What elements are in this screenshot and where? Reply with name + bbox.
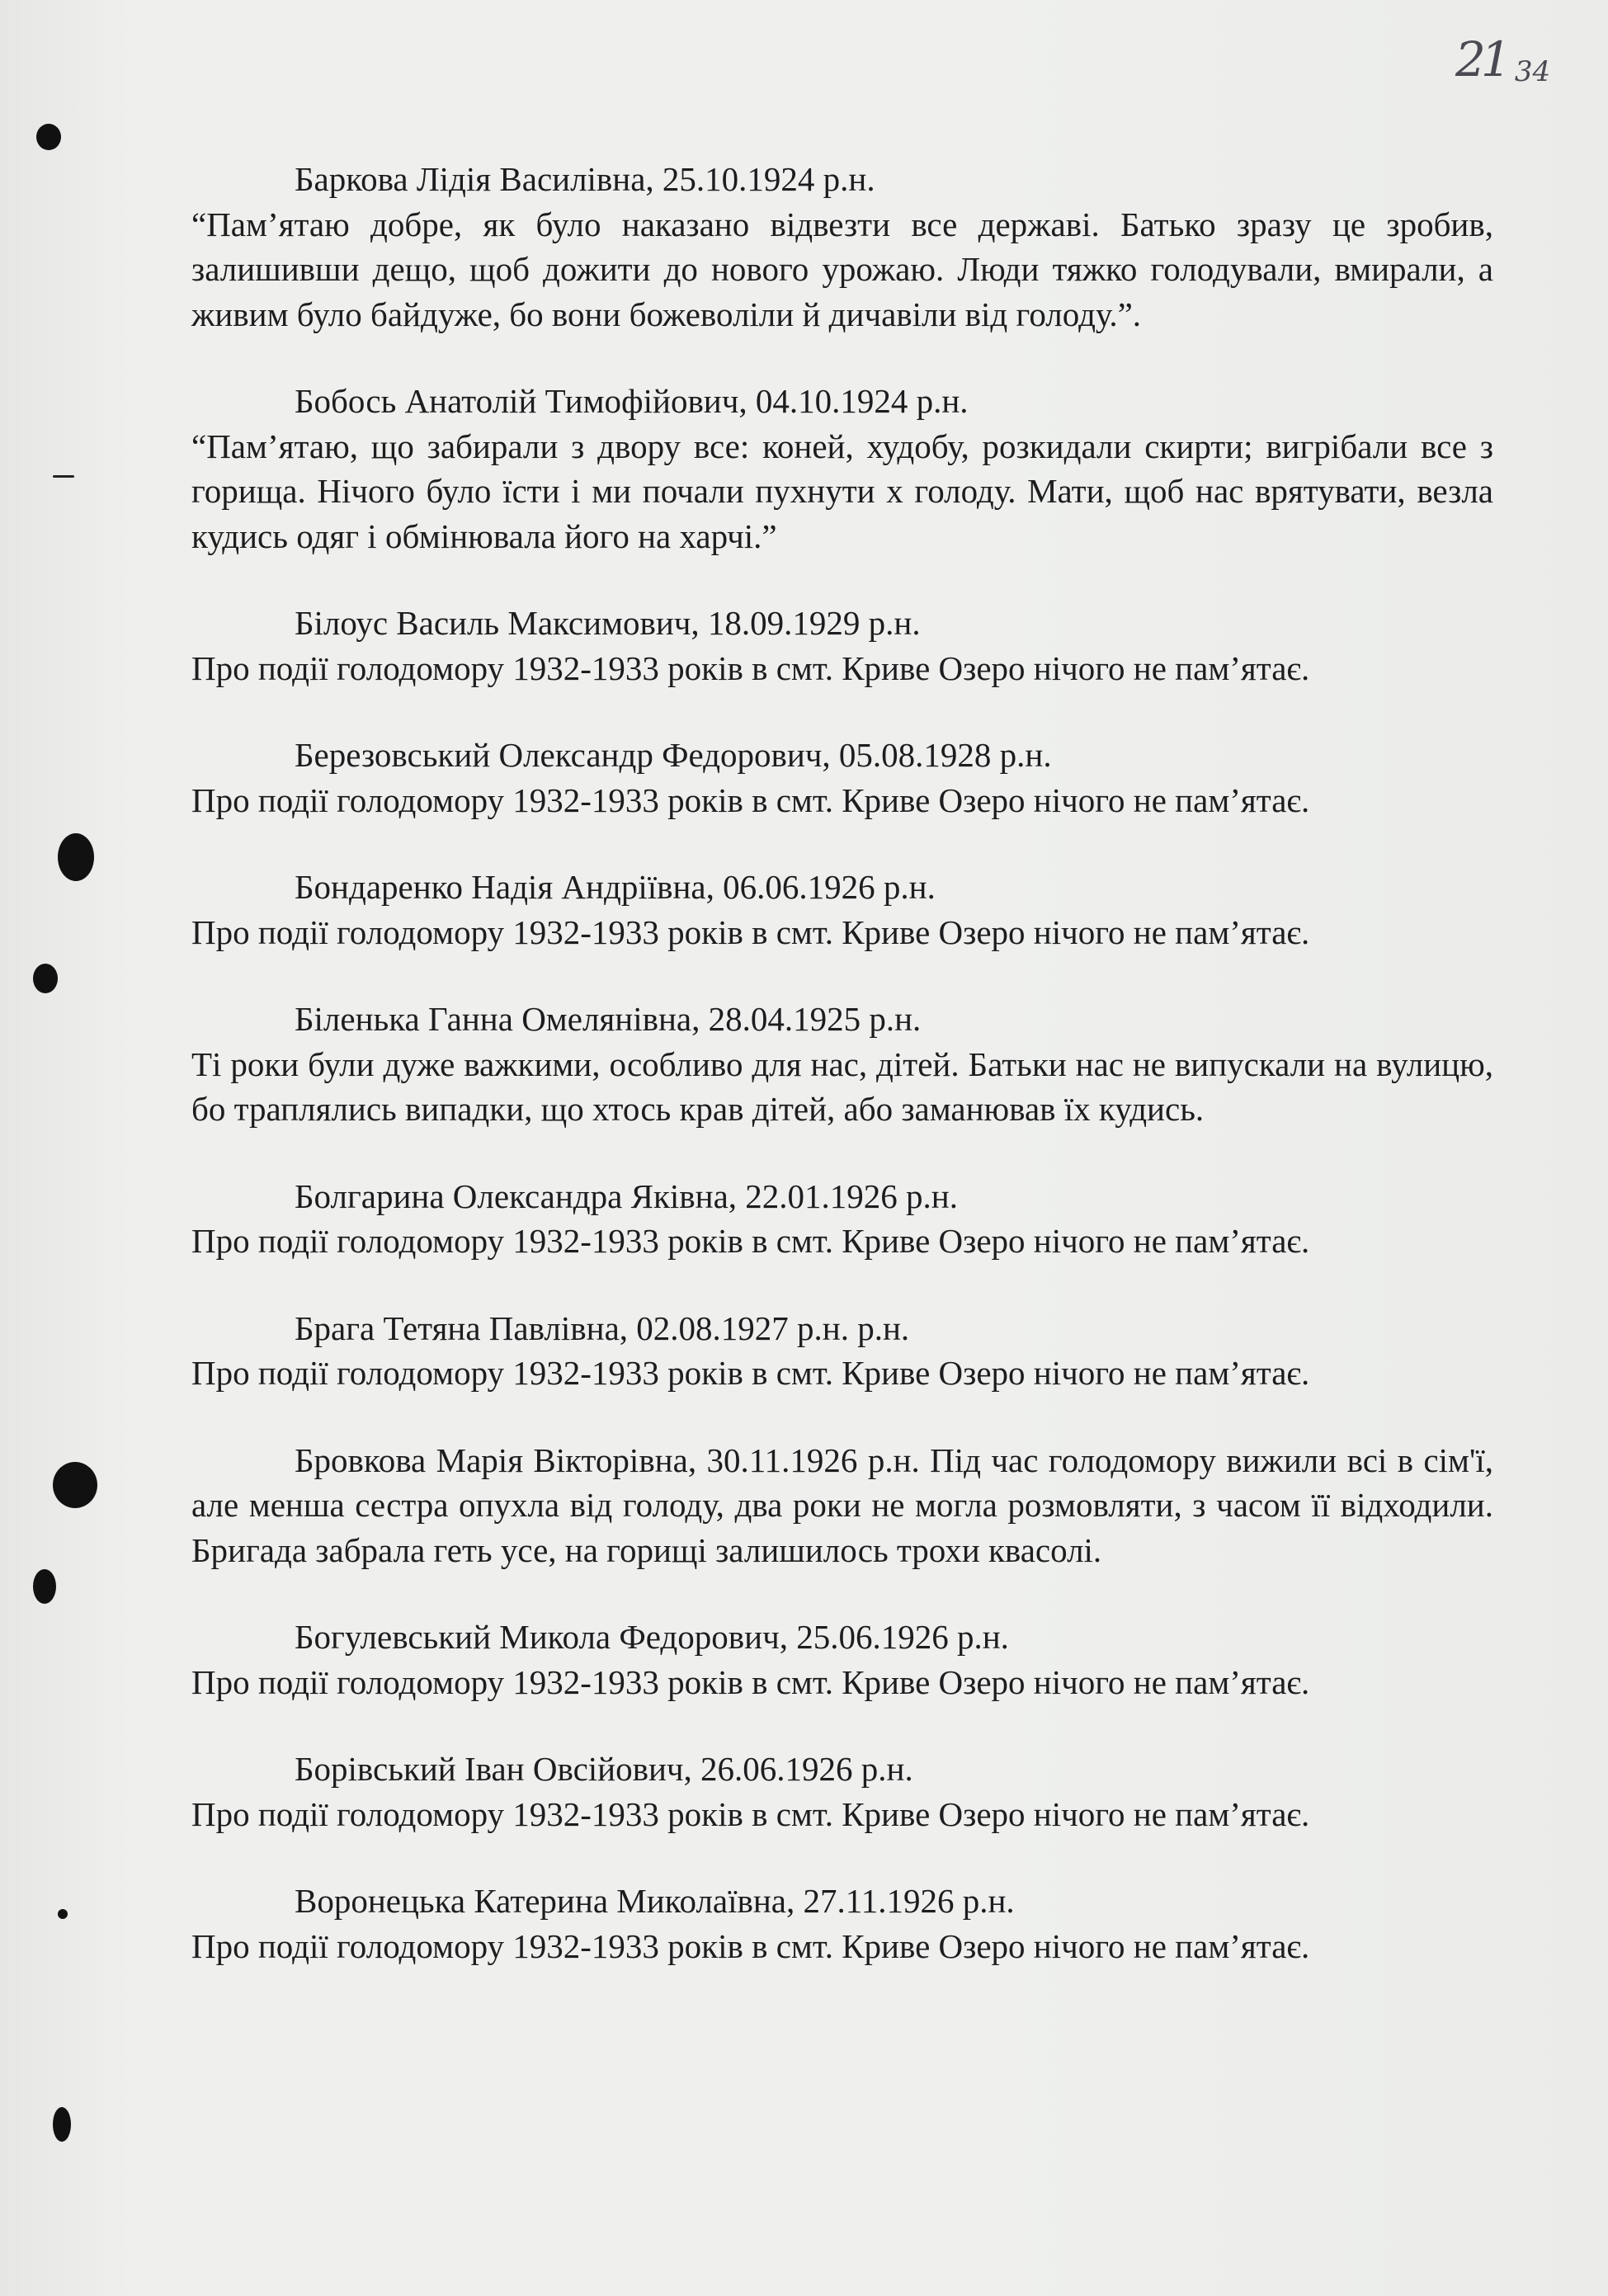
entry-header: Білоус Василь Максимович, 18.09.1929 р.н. — [295, 604, 921, 642]
testimony-entry — [191, 1174, 1493, 1264]
entry-header: Бобось Анатолій Тимофійович, 04.10.1924 р.н. — [295, 382, 969, 420]
testimony-entry — [191, 1747, 1493, 1836]
entry-body: Про події голодомору 1932-1933 років в смт. Криве Озеро нічого не пам’ятає. — [191, 1222, 1310, 1260]
entry-body: “Пам’ятаю добре, як було наказано відвезти все державі. Батько зразу це зробив, залишивши дещо, щоб дожити до нового урожаю. Люди тяжко голодували, вмирали, а живим було байдуже, бо вони божеволіли й дичавіли від голоду.”. — [191, 205, 1493, 333]
punch-hole — [33, 964, 58, 993]
entry-header: Воронецька Катерина Миколаївна, 27.11.1926 р.н. — [295, 1882, 1015, 1920]
entry-header: Біленька Ганна Омелянівна, 28.04.1925 р.н. — [295, 1000, 922, 1038]
testimony-entry — [191, 997, 1493, 1132]
page-number-main: 21 — [1455, 31, 1507, 87]
handwritten-page-number — [1455, 31, 1550, 88]
testimony-entry — [191, 1306, 1493, 1396]
margin-mark — [53, 475, 74, 478]
punch-hole — [53, 1462, 97, 1508]
punch-hole — [58, 1909, 68, 1919]
testimony-entry — [191, 379, 1493, 559]
entry-body: Про події голодомору 1932-1933 років в смт. Криве Озеро нічого не пам’ятає. — [191, 780, 1310, 819]
testimony-entry — [191, 1879, 1493, 1968]
entry-header: Богулевський Микола Федорович, 25.06.1926 р.н. — [295, 1618, 1009, 1656]
entry-body: Про події голодомору 1932-1933 років в смт. Криве Озеро нічого не пам’ятає. — [191, 1662, 1310, 1701]
entry-inline-text: Бровкова Марія Вікторівна, 30.11.1926 р.н. Під час голодомору вижили всі в сім'ї, але менша сестра опухла від голоду, два роки не могла розмовляти, з часом її відходили. Бригада забрала геть усе, на горищі залишилось трохи квасолі. — [191, 1440, 1493, 1569]
testimony-list — [191, 157, 1493, 1968]
page-number-sub: 34 — [1514, 55, 1551, 88]
testimony-entry — [191, 733, 1493, 823]
testimony-entry — [191, 157, 1493, 337]
punch-hole — [53, 2107, 71, 2142]
entry-body: Про події голодомору 1932-1933 років в смт. Криве Озеро нічого не пам’ятає. — [191, 1354, 1310, 1392]
punch-hole — [33, 1569, 56, 1604]
testimony-entry — [191, 865, 1493, 955]
testimony-entry — [191, 1615, 1493, 1704]
entry-header: Болгарина Олександра Яківна, 22.01.1926 р.н. — [295, 1176, 958, 1215]
entry-body: Ті роки були дуже важкими, особливо для нас, дітей. Батьки нас не випускали на вулицю, бо траплялись випадки, що хтось крав дітей, або заманював їх кудись. — [191, 1044, 1493, 1128]
entry-body: Про події голодомору 1932-1933 років в смт. Криве Озеро нічого не пам’ятає. — [191, 1926, 1310, 1965]
entry-body: Про події голодомору 1932-1933 років в смт. Криве Озеро нічого не пам’ятає. — [191, 648, 1310, 687]
entry-header: Борівський Іван Овсійович, 26.06.1926 р.н. — [295, 1750, 913, 1788]
testimony-entry — [191, 1438, 1493, 1573]
entry-header: Бондаренко Надія Андріївна, 06.06.1926 р.н. — [295, 868, 936, 906]
entry-body: Про події голодомору 1932-1933 років в смт. Криве Озеро нічого не пам’ятає. — [191, 912, 1310, 951]
entry-header: Брага Тетяна Павлівна, 02.08.1927 р.н. р.н. — [295, 1308, 910, 1347]
entry-body: “Пам’ятаю, що забирали з двору все: коней, худобу, розкидали скирти; вигрібали все з горища. Нічого було їсти і ми почали пухнути х голоду. Мати, щоб нас врятувати, везла кудись одяг і обмінювала його на харчі.” — [191, 427, 1493, 555]
entry-header: Баркова Лідія Василівна, 25.10.1924 р.н. — [295, 160, 875, 198]
entry-body: Про події голодомору 1932-1933 років в смт. Криве Озеро нічого не пам’ятає. — [191, 1794, 1310, 1833]
entry-header: Березовський Олександр Федорович, 05.08.1928 р.н. — [295, 736, 1052, 774]
punch-hole — [36, 124, 61, 150]
punch-hole — [58, 833, 94, 881]
testimony-entry — [191, 601, 1493, 691]
